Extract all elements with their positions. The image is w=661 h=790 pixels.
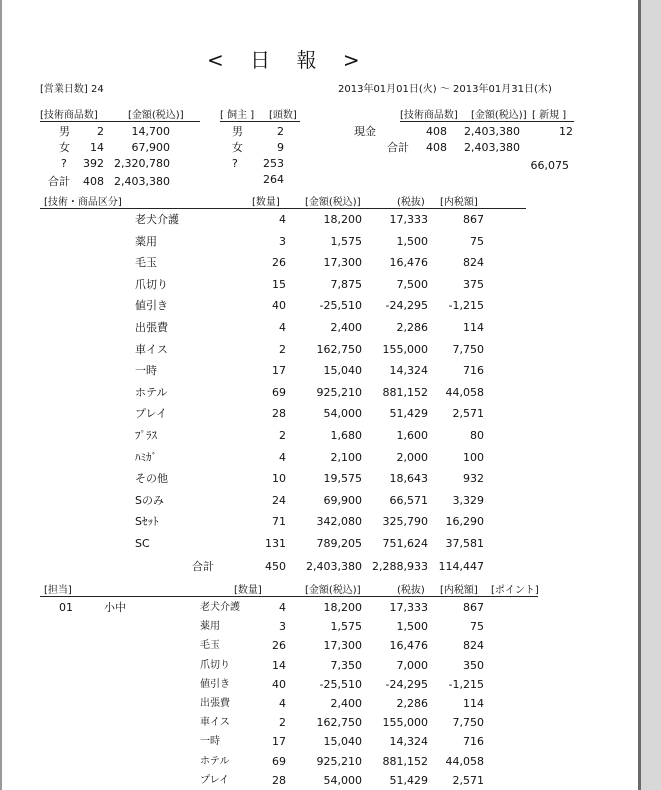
item-qty: 3 [279,620,286,634]
item-excl: -24,295 [385,677,428,691]
item-incl: -25,510 [319,299,362,313]
item-excl: 325,790 [382,515,428,529]
item-qty: 71 [272,515,286,529]
item-tax: 716 [463,364,484,378]
item-incl: 2,100 [330,450,362,464]
item-excl: 14,324 [389,735,428,749]
item-tax: 114 [463,697,484,710]
item-incl: 2,400 [330,321,362,334]
sex-count: 408 [83,175,104,188]
head-count: 9 [277,141,284,154]
sex-amount: 14,700 [131,125,170,138]
item-name: 老犬介護 [135,213,179,226]
staff-name: 小中 [104,601,126,614]
item-incl: 18,200 [323,213,362,226]
tech-count-header: [技術商品数] [40,110,98,121]
item-qty: 4 [279,213,286,226]
sex-count: 392 [83,157,104,170]
item-incl: 162,750 [316,716,362,730]
item-incl: 7,875 [330,277,362,291]
item-excl: 16,476 [389,639,428,653]
item-name: 爪切り [200,659,230,671]
item-tax: 824 [463,256,484,270]
item-tax: 716 [463,735,484,749]
side-value: 66,075 [530,159,569,172]
item-name: ﾌﾟﾗｽ [135,429,157,442]
item-qty: 2 [279,716,286,730]
item-qty: 3 [279,234,286,248]
item-name: 薬用 [200,621,220,633]
total-qty: 450 [265,560,286,573]
item-excl: 2,286 [396,697,428,710]
item-excl: 2,000 [396,450,428,464]
item-name: ﾊﾐｶﾞ [135,450,157,464]
item-name: 毛玉 [200,640,220,652]
head-count: 2 [277,125,284,138]
sex-amount: 2,403,380 [114,175,170,188]
item-name: Sのみ [135,493,164,507]
summary-rule-1 [40,121,200,122]
item-tax: 44,058 [445,385,484,399]
total-tax: 114,447 [438,560,484,573]
owner-sex: 女 [232,141,243,154]
item-tax: 350 [463,658,484,672]
item-qty: 14 [272,658,286,672]
summary-rule-2 [220,121,300,122]
item-tax: 100 [463,450,484,464]
item-name: 車イス [135,342,168,356]
report-period: 2013年01月01日(火) ～ 2013年01月31日(木) [338,84,552,95]
item-incl: 15,040 [323,735,362,749]
item-qty: 4 [279,450,286,464]
owner-header: [ 飼主 ] [220,110,255,121]
item-excl: 751,624 [382,537,428,550]
item-tax: 80 [470,429,484,442]
item-name: ホテル [200,755,230,767]
item-qty: 69 [272,385,286,399]
item-name: プレイ [135,407,168,421]
summary-rule-3 [400,121,574,122]
item-qty: 10 [272,472,286,486]
item-tax: 16,290 [445,515,484,529]
sex-count: 2 [97,125,104,138]
item-incl: 1,680 [330,429,362,442]
item-excl: 17,333 [389,213,428,226]
item-tax: 75 [470,234,484,248]
item-excl: 51,429 [389,407,428,421]
item-name: ホテル [135,385,168,399]
viewer-background [638,0,661,790]
item-tax: 3,329 [452,493,484,507]
item-qty: 4 [279,601,286,614]
item-tax: 37,581 [445,537,484,550]
amount-header: [金額(税込)] [128,110,184,121]
item-incl: 17,300 [323,256,362,270]
staff-incl-header: [金額(税込)] [305,585,361,596]
owner-sex: 男 [232,125,243,138]
item-name: 値引き [135,299,168,313]
item-excl: 155,000 [382,716,428,730]
item-name: 一時 [200,736,220,748]
item-tax: -1,215 [448,299,484,313]
item-name: 値引き [200,678,230,690]
item-name: 一時 [135,364,157,378]
new-count: 12 [559,125,573,138]
item-name: 車イス [200,717,230,729]
item-qty: 4 [279,697,286,710]
item-incl: 54,000 [323,407,362,421]
head-count: 253 [263,157,284,170]
new-header: [ 新規 ] [532,110,567,121]
item-tax: 932 [463,472,484,486]
item-excl: -24,295 [385,299,428,313]
payment-count: 408 [426,141,447,154]
item-excl: 51,429 [389,773,428,787]
item-tax: 824 [463,639,484,653]
item-qty: 17 [272,364,286,378]
item-incl: 17,300 [323,639,362,653]
item-tax: 114 [463,321,484,334]
item-excl: 66,571 [389,493,428,507]
item-qty: 2 [279,342,286,356]
item-qty: 28 [272,773,286,787]
item-tax: 7,750 [452,716,484,730]
business-days: [営業日数] 24 [40,84,104,95]
item-incl: 789,205 [316,537,362,550]
item-tax: -1,215 [448,677,484,691]
tech-count-header-2: [技術商品数] [400,110,458,121]
item-excl: 14,324 [389,364,428,378]
item-tax: 75 [470,620,484,634]
item-incl: 7,350 [330,658,362,672]
item-tax: 44,058 [445,754,484,768]
item-name: 老犬介護 [200,602,240,613]
item-excl: 16,476 [389,256,428,270]
payment-amount: 2,403,380 [464,141,520,154]
item-tax: 2,571 [452,407,484,421]
item-incl: 54,000 [323,773,362,787]
item-excl: 17,333 [389,601,428,614]
item-name: Sｾｯﾄ [135,515,159,529]
item-incl: 925,210 [316,385,362,399]
item-name: 薬用 [135,234,157,248]
item-qty: 4 [279,321,286,334]
staff-header: [担当] [44,585,72,596]
staff-tax-header: [内税額] [440,585,478,596]
item-incl: 925,210 [316,754,362,768]
item-tax: 7,750 [452,342,484,356]
sex-amount: 67,900 [131,141,170,154]
item-name: SC [135,537,150,550]
tax-header: [内税額] [440,197,478,208]
payment-amount: 2,403,380 [464,125,520,138]
item-incl: 342,080 [316,515,362,529]
payment-count: 408 [426,125,447,138]
item-name: 出張費 [135,321,168,334]
head-count: 264 [263,173,284,186]
category-header: [技術・商品区分] [44,197,122,208]
total-excl: 2,288,933 [372,560,428,573]
item-qty: 28 [272,407,286,421]
item-excl: 881,152 [382,754,428,768]
item-qty: 40 [272,299,286,313]
sex-count: 14 [90,141,104,154]
item-excl: 7,000 [396,658,428,672]
owner-sex: ? [232,157,238,170]
payment-label: 合計 [387,141,409,154]
category-header-rule [40,208,526,209]
total-incl: 2,403,380 [306,560,362,573]
item-excl: 1,500 [396,620,428,634]
sex-label: 男 [59,125,70,138]
sex-label: 合計 [48,175,70,188]
incl-header: [金額(税込)] [305,197,361,208]
item-incl: 1,575 [330,234,362,248]
item-excl: 18,643 [389,472,428,486]
item-name: 爪切り [135,277,168,291]
amount-header-2: [金額(税込)] [471,110,527,121]
item-excl: 881,152 [382,385,428,399]
report-title: < 日 報 > [207,48,370,72]
item-name: その他 [135,472,168,486]
item-tax: 867 [463,213,484,226]
staff-points-header: [ポイント] [491,585,539,596]
report-page [2,0,638,790]
head-count-header: [頭数] [269,110,297,121]
qty-header: [数量] [252,197,280,208]
staff-qty-header: [数量] [234,585,262,596]
item-excl: 155,000 [382,342,428,356]
sex-amount: 2,320,780 [114,157,170,170]
item-excl: 1,500 [396,234,428,248]
staff-id: 01 [59,601,73,614]
excl-header: (税抜) [397,197,425,208]
sex-label: ? [61,157,67,170]
item-incl: 15,040 [323,364,362,378]
item-tax: 867 [463,601,484,614]
item-excl: 2,286 [396,321,428,334]
item-incl: 19,575 [323,472,362,486]
item-qty: 24 [272,493,286,507]
item-excl: 1,600 [396,429,428,442]
sex-label: 女 [59,141,70,154]
item-tax: 2,571 [452,773,484,787]
item-qty: 26 [272,256,286,270]
item-name: 毛玉 [135,256,157,270]
item-qty: 40 [272,677,286,691]
item-qty: 15 [272,277,286,291]
staff-excl-header: (税抜) [397,585,425,596]
item-qty: 2 [279,429,286,442]
item-incl: 1,575 [330,620,362,634]
item-name: プレイ [200,774,230,786]
item-incl: -25,510 [319,677,362,691]
item-incl: 18,200 [323,601,362,614]
item-qty: 69 [272,754,286,768]
item-tax: 375 [463,277,484,291]
staff-header-rule [40,596,538,597]
item-incl: 2,400 [330,697,362,710]
payment-label: 現金 [354,125,376,138]
item-incl: 69,900 [323,493,362,507]
item-excl: 7,500 [396,277,428,291]
item-qty: 26 [272,639,286,653]
item-incl: 162,750 [316,342,362,356]
total-label: 合計 [192,560,214,573]
item-qty: 17 [272,735,286,749]
item-qty: 131 [265,537,286,550]
item-name: 出張費 [200,698,230,709]
